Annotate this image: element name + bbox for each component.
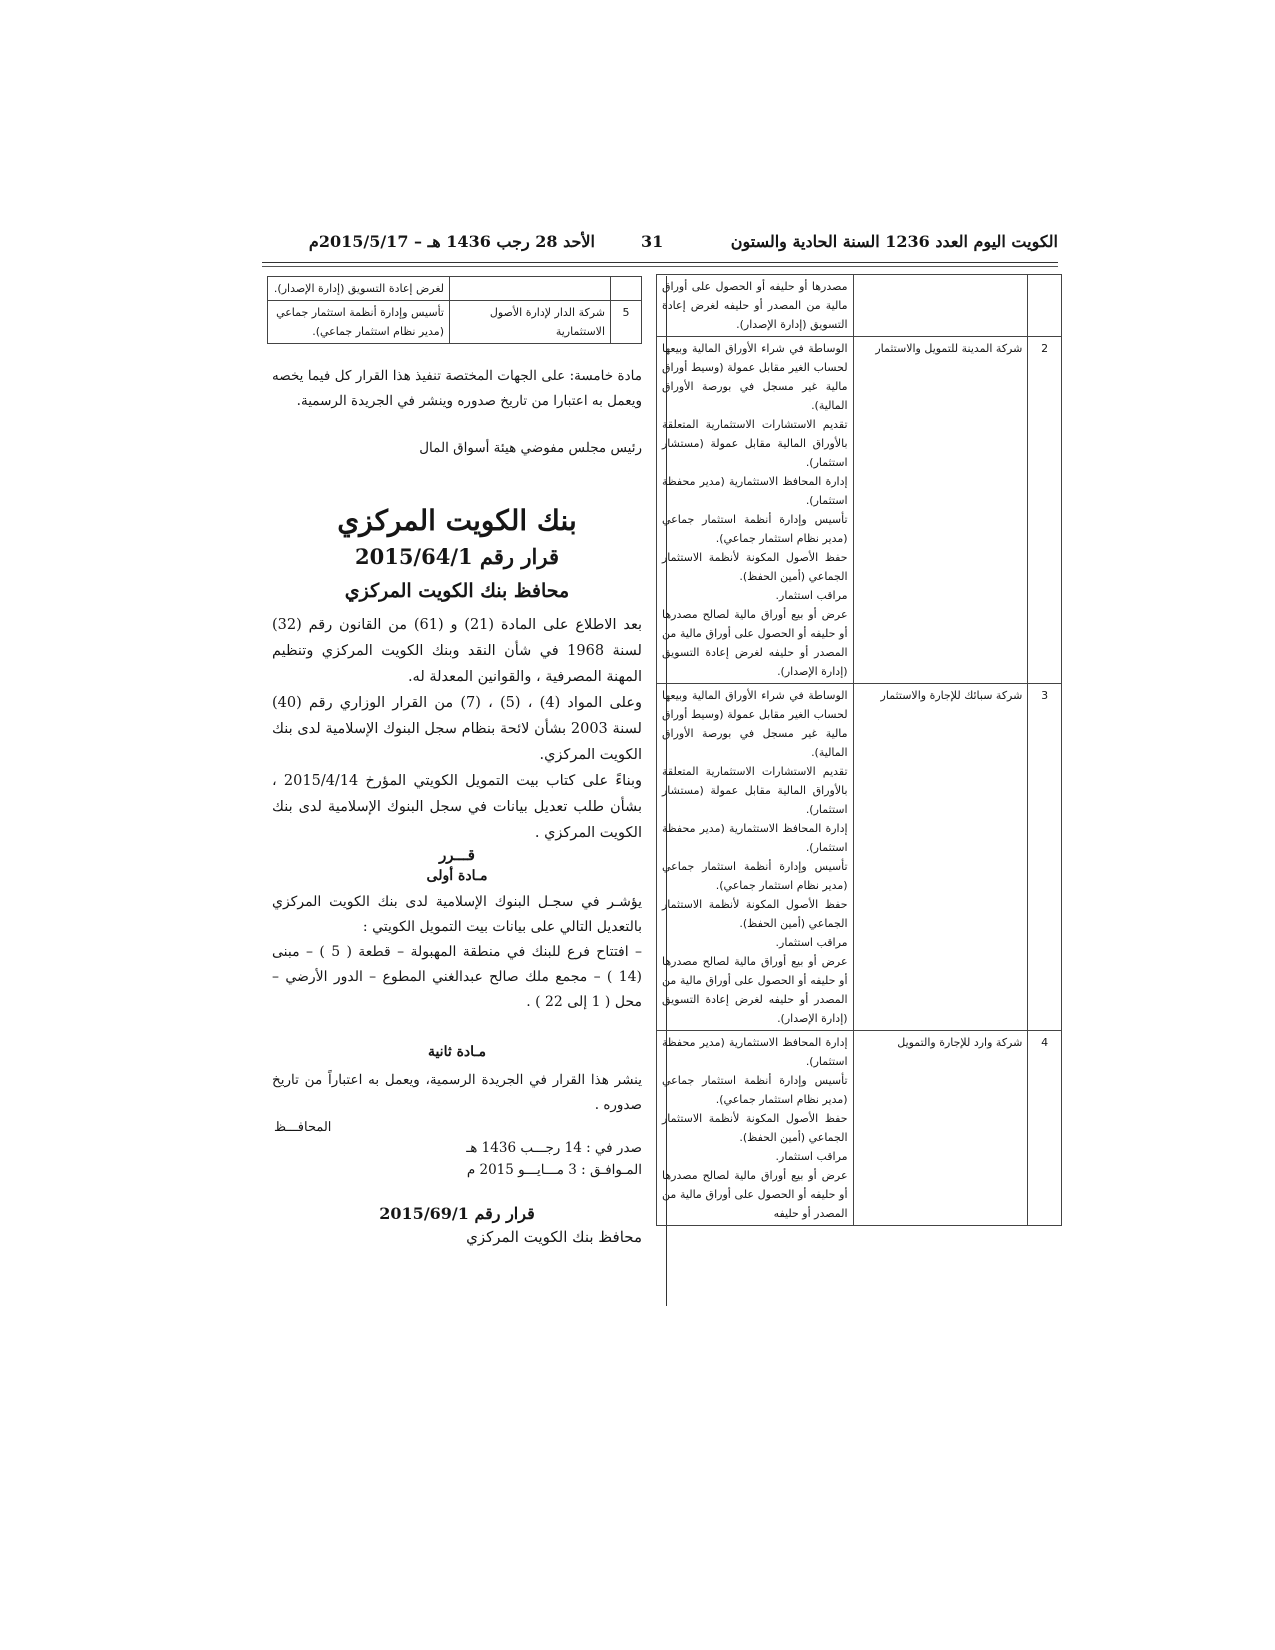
row-number: 4 <box>1028 1031 1062 1226</box>
row-number: 2 <box>1028 337 1062 684</box>
bank-title: بنك الكويت المركزي <box>337 504 577 537</box>
licensed-companies-table-continued <box>267 276 642 344</box>
decision-number: قرار رقم 2015/64/1 <box>354 544 559 569</box>
activity-item: الوساطة في شراء الأوراق المالية وبيعها لحساب الغير مقابل عمولة (وسيط أوراق مالية غير مسجل في بورصة الأوراق المالية). <box>662 342 848 412</box>
article-five: مادة خامسة: على الجهات المختصة تنفيذ هذا القرار كل فيما يخصه ويعمل به اعتبارا من تاريخ صدوره وينشر في الجريدة الرسمية. <box>272 368 642 409</box>
activity-item: تأسيس وإدارة أنظمة استثمار جماعي (مدير نظام استثمار جماعي). <box>662 513 848 545</box>
activity-item: إدارة المحافظ الاستثمارية (مدير محفظة استثمار). <box>662 822 848 854</box>
activity: لغرض إعادة التسويق (إدارة الإصدار). <box>268 277 450 301</box>
company-name: شركة الدار لإدارة الأصول الاستثمارية <box>450 301 611 344</box>
activities-cell <box>657 684 854 1031</box>
activity-item: حفظ الأصول المكونة لأنظمة الاستثمار الجماعي (أمين الحفظ). <box>662 1112 848 1144</box>
table-row <box>657 275 1062 337</box>
activities-cell <box>657 1031 854 1226</box>
activity-item: عرض أو بيع أوراق مالية لصالح مصدرها أو حليفه أو الحصول على أوراق مالية من المصدر أو حليفه لغرض إعادة التسويق (إدارة الإصدار). <box>662 608 848 678</box>
next-decision-number: قرار رقم 2015/69/1 <box>379 1204 535 1223</box>
activities-cell <box>657 337 854 684</box>
next-governor-title: محافظ بنك الكويت المركزي <box>466 1228 642 1246</box>
activity-item: حفظ الأصول المكونة لأنظمة الاستثمار الجماعي (أمين الحفظ). <box>662 551 848 583</box>
table-row <box>657 684 1062 1031</box>
row-number <box>611 277 642 301</box>
preamble-paragraph-1: بعد الاطلاع على المادة (21) و (61) من القانون رقم (32) لسنة 1968 في شأن النقد وبنك الكويت المركزي وتنظيم المهنة المصرفية ، والقوانين المعدلة له. <box>272 617 642 685</box>
table-row <box>268 301 642 344</box>
row-number: 5 <box>611 301 642 344</box>
company-name: شركة وارد للإجارة والتمويل <box>853 1031 1028 1226</box>
cma-signature: رئيس مجلس مفوضي هيئة أسواق المال <box>419 440 642 456</box>
company-name <box>853 275 1028 337</box>
activity-item: إدارة المحافظ الاستثمارية (مدير محفظة استثمار). <box>662 475 848 507</box>
article-one-text: يؤشـر في سجـل البنوك الإسلامية لدى بنك الكويت المركزي بالتعديل التالي على بيانات بيت التمويل الكويتي : <box>272 894 642 935</box>
activity-item: تأسيس وإدارة أنظمة استثمار جماعي (مدير نظام استثمار جماعي). <box>662 860 848 892</box>
activity-item: حفظ الأصول المكونة لأنظمة الاستثمار الجماعي (أمين الحفظ). <box>662 898 848 930</box>
issued-date: صدر في : 14 رجـــب 1436 هـ <box>466 1140 642 1156</box>
activity-item: تقديم الاستشارات الاستثمارية المتعلقة بالأوراق المالية مقابل عمولة (مستشار استثمار). <box>662 765 848 816</box>
table-row <box>657 1031 1062 1226</box>
table-row <box>657 337 1062 684</box>
activity-item: إدارة المحافظ الاستثمارية (مدير محفظة استثمار). <box>662 1036 848 1068</box>
row-number <box>1028 275 1062 337</box>
activity: تأسيس وإدارة أنظمة استثمار جماعي (مدير نظام استثمار جماعي). <box>268 301 450 344</box>
activity-item: عرض أو بيع أوراق مالية لصالح مصدرها أو حليفه أو الحصول على أوراق مالية من المصدر أو حليفه <box>662 1169 848 1220</box>
gazette-date-header: الأحد 28 رجب 1436 هـ – 2015/5/17م <box>308 232 595 251</box>
activity-item: مراقب استثمار. <box>775 936 848 949</box>
company-name: شركة سبائك للإجارة والاستثمار <box>853 684 1028 1031</box>
activity-item: مراقب استثمار. <box>775 589 848 602</box>
governor-title: محافظ بنك الكويت المركزي <box>344 580 570 602</box>
licensed-companies-table <box>656 274 1062 1226</box>
gazette-issue-header: الكويت اليوم العدد 1236 السنة الحادية والستون <box>730 232 1058 251</box>
company-name: شركة المدينة للتمويل والاستثمار <box>853 337 1028 684</box>
company-name <box>450 277 611 301</box>
decided-heading: قـــرر <box>439 846 475 864</box>
preamble-paragraph-3: وبناءً على كتاب بيت التمويل الكويتي المؤرخ 2015/4/14 ، بشأن طلب تعديل بيانات في سجل البنوك الإسلامية لدى بنك الكويت المركزي . <box>272 773 642 841</box>
header-rule <box>262 262 1058 263</box>
activity-item: تقديم الاستشارات الاستثمارية المتعلقة بالأوراق المالية مقابل عمولة (مستشار استثمار). <box>662 418 848 469</box>
article-two-title: مـادة ثانية <box>427 1044 487 1060</box>
activity-item: تأسيس وإدارة أنظمة استثمار جماعي (مدير نظام استثمار جماعي). <box>662 1074 848 1106</box>
activity-item: الوساطة في شراء الأوراق المالية وبيعها لحساب الغير مقابل عمولة (وسيط أوراق مالية غير مسجل في بورصة الأوراق المالية). <box>662 689 848 759</box>
preamble-paragraph-2: وعلى المواد (4) ، (5) ، (7) من القرار الوزاري رقم (40) لسنة 2003 بشأن لائحة بنظام سجل البنوك الإسلامية لدى بنك الكويت المركزي. <box>272 695 642 763</box>
table-row <box>268 277 642 301</box>
article-one-title: مـادة أولى <box>426 868 488 884</box>
article-one-item: – افتتاح فرع للبنك في منطقة المهبولة – قطعة ( 5 ) – مبنى (14 ) – مجمع ملك صالح عبدالغني المطوع – الدور الأرضي – محل ( 1 إلى 22 ) . <box>272 944 642 1010</box>
header-rule-secondary <box>262 266 1058 267</box>
page-number: 31 <box>641 232 664 251</box>
corresponding-date: المـوافـق : 3 مـــايـــو 2015 م <box>466 1162 642 1178</box>
activities-cell <box>657 275 854 337</box>
activity-item: عرض أو بيع أوراق مالية لصالح مصدرها أو حليفه أو الحصول على أوراق مالية من المصدر أو حليفه لغرض إعادة التسويق (إدارة الإصدار). <box>662 955 848 1025</box>
governor-signature: المحافـــظ <box>274 1120 332 1135</box>
activity-item: مصدرها أو حليفه أو الحصول على أوراق مالية من المصدر أو حليفه لغرض إعادة التسويق (إدارة الإصدار). <box>662 280 848 331</box>
article-two-text: ينشر هذا القرار في الجريدة الرسمية، ويعمل به اعتباراً من تاريخ صدوره . <box>272 1072 642 1113</box>
activity-item: مراقب استثمار. <box>775 1150 848 1163</box>
row-number: 3 <box>1028 684 1062 1031</box>
